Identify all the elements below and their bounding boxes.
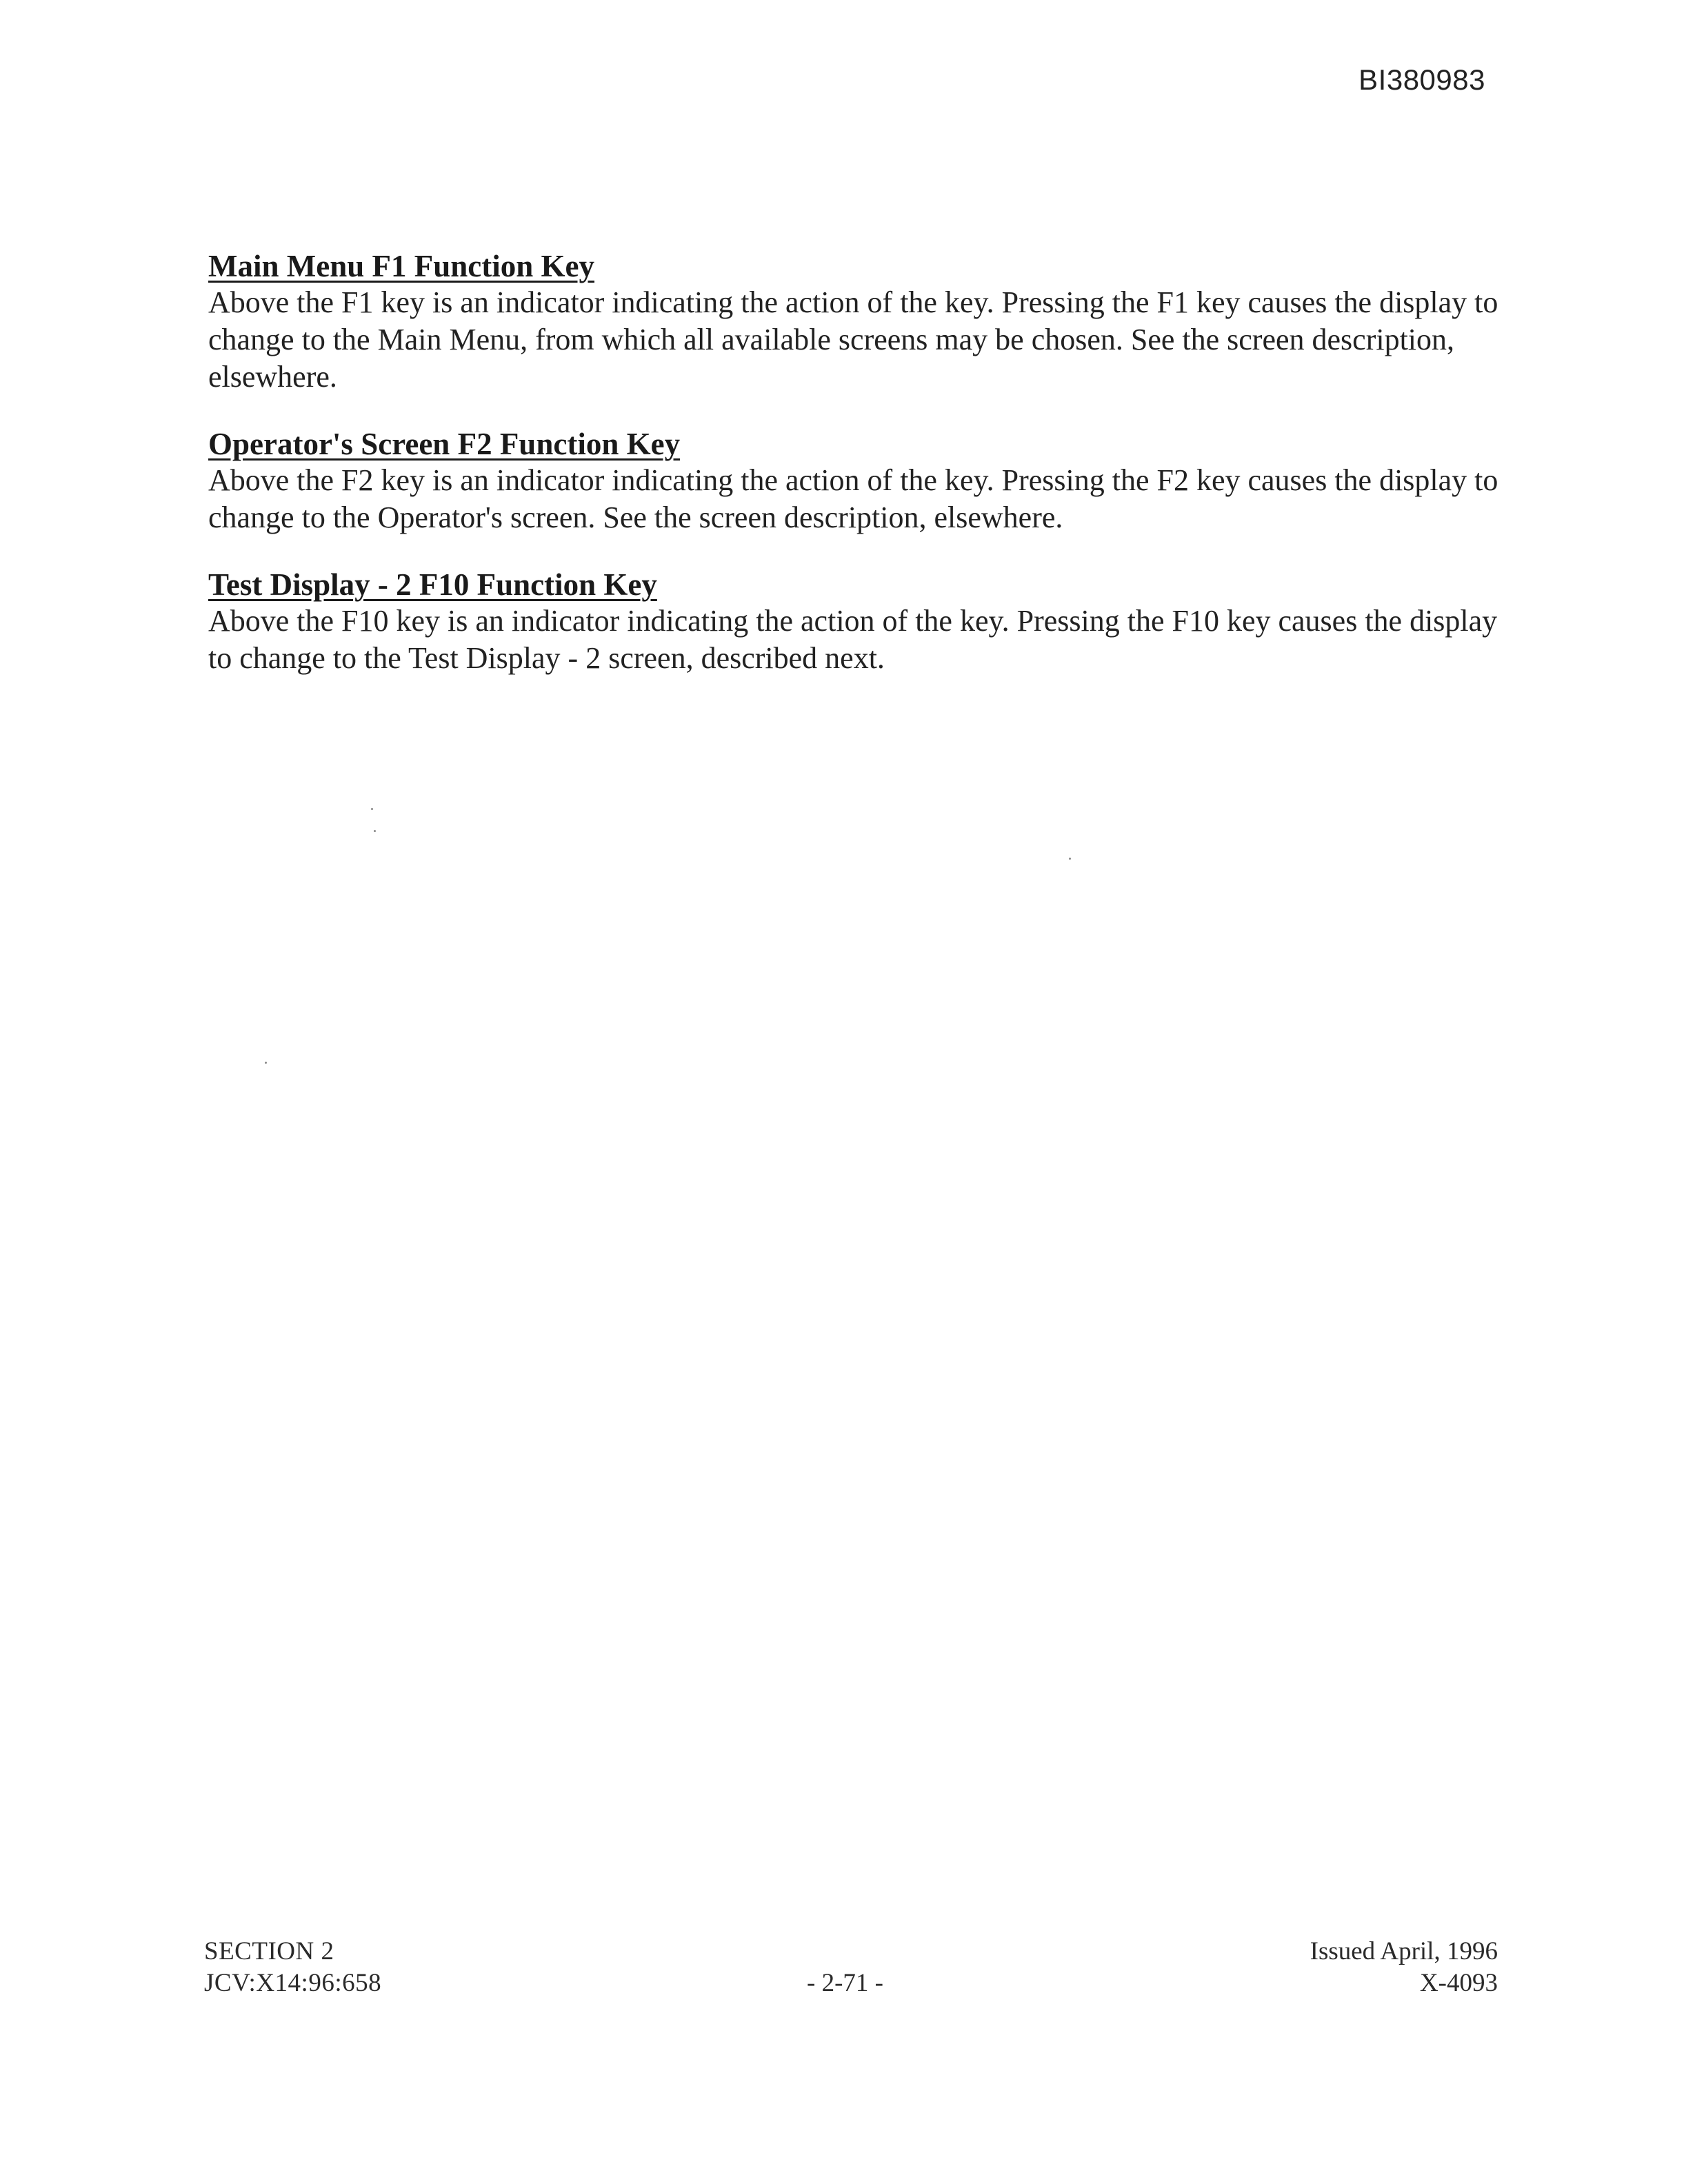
section-paragraph: Above the F10 key is an indicator indicating the action of the key. Pressing the F10 key causes the display to change to the Test Display - 2 screen, described next. <box>208 604 1498 675</box>
section-paragraph: Above the F1 key is an indicator indicating the action of the key. Pressing the F1 key causes the display to change to the Main Menu, from which all available screens may be chosen. See the screen description, elsewhere. <box>208 285 1498 394</box>
document-body <box>208 248 1518 707</box>
scan-speck <box>1069 858 1071 860</box>
scan-speck <box>374 830 376 832</box>
scan-speck <box>371 808 373 810</box>
section-paragraph: Above the F2 key is an indicator indicating the action of the key. Pressing the F2 key causes the display to change to the Operator's screen. See the screen description, elsewhere. <box>208 463 1498 534</box>
section-main-menu-f1 <box>208 248 1518 396</box>
section-heading: Operator's Screen F2 Function Key <box>208 427 681 461</box>
footer-document-number: X-4093 <box>1419 1969 1498 1997</box>
scan-speck <box>265 1062 267 1064</box>
page-number: - 2-71 - <box>807 1969 883 1997</box>
section-heading: Test Display - 2 F10 Function Key <box>208 567 657 602</box>
footer-section-label: SECTION 2 <box>204 1937 334 1965</box>
footer-issue-date: Issued April, 1996 <box>1310 1937 1498 1965</box>
footer-document-code: JCV:X14:96:658 <box>204 1969 382 1997</box>
footer-right <box>1310 1936 1498 1999</box>
section-heading: Main Menu F1 Function Key <box>208 249 594 283</box>
section-test-display-f10 <box>208 567 1518 677</box>
document-id: BI380983 <box>1358 63 1485 96</box>
section-operators-screen-f2 <box>208 426 1518 536</box>
footer-left <box>204 1936 381 1999</box>
